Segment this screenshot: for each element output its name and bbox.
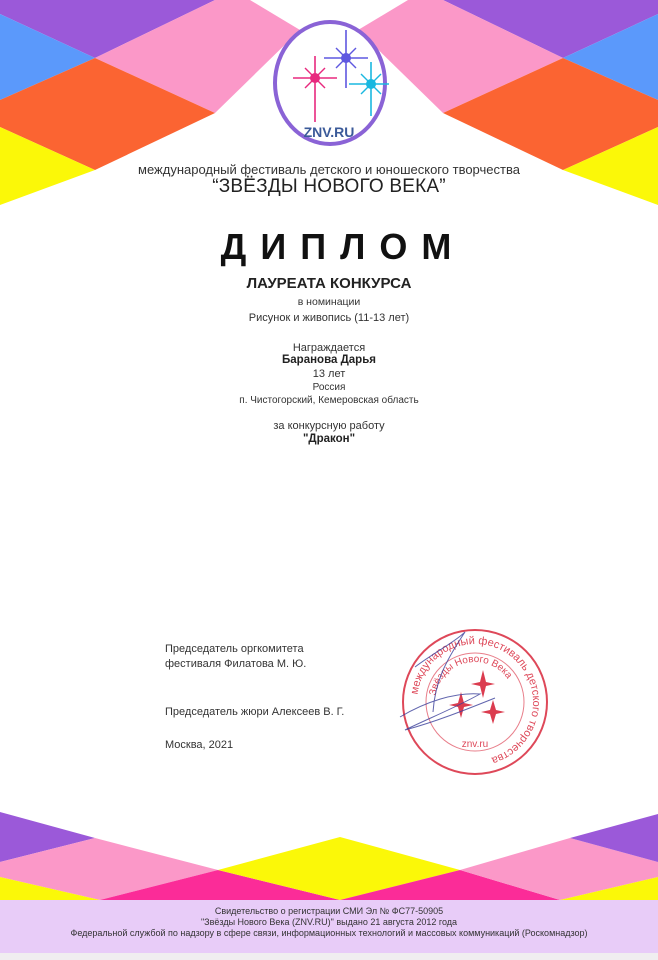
svg-text:Звёзды Нового Века: Звёзды Нового Века	[427, 653, 515, 697]
bottom-geometric-banner	[0, 800, 658, 900]
recipient-age: 13 лет	[312, 368, 346, 380]
recipient-location: п. Чистогорский, Кемеровская область	[239, 395, 419, 406]
org-chair-line1: Председатель оргкомитета	[165, 643, 304, 655]
festival-name: “ЗВЁЗДЫ НОВОГО ВЕКА”	[212, 176, 446, 197]
festival-subtitle: международный фестиваль детского и юношеского творчества	[138, 162, 520, 177]
recipient-country: Россия	[312, 382, 346, 393]
svg-text:международный фестиваль детско: международный фестиваль детского творчества	[408, 634, 543, 767]
nomination-label: в номинации	[297, 296, 361, 308]
org-chair-line2: фестиваля Филатова М. Ю.	[165, 658, 307, 670]
logo-text: ZNV.RU	[303, 124, 355, 140]
recipient-name: Баранова Дарья	[282, 354, 376, 366]
footer-line1: Свидетельство о регистрации СМИ Эл № ФС77-50905	[214, 906, 444, 916]
awarded-label: Награждается	[292, 342, 366, 354]
jury-chair: Председатель жюри Алексеев В. Г.	[165, 706, 345, 718]
diploma-subtitle: ЛАУРЕАТА КОНКУРСА	[246, 275, 412, 292]
page-bottom-edge	[0, 953, 658, 960]
footer-line2: "Звёзды Нового Века (ZNV.RU)" выдано 21 августа 2012 года	[200, 917, 458, 927]
svg-text:znv.ru: znv.ru	[461, 739, 489, 750]
work-label: за конкурсную работу	[273, 420, 385, 432]
official-stamp	[395, 622, 555, 782]
nomination-value: Рисунок и живопись (11-13 лет)	[248, 312, 410, 324]
work-title: "Дракон"	[302, 433, 356, 445]
place-date: Москва, 2021	[165, 739, 234, 751]
footer-line3: Федеральной службой по надзору в сфере связи, информационных технологий и массовых коммуникаций (Роскомнадзор)	[70, 928, 588, 938]
diploma-title: ДИПЛОМ	[220, 226, 466, 267]
registration-footer	[0, 900, 658, 953]
